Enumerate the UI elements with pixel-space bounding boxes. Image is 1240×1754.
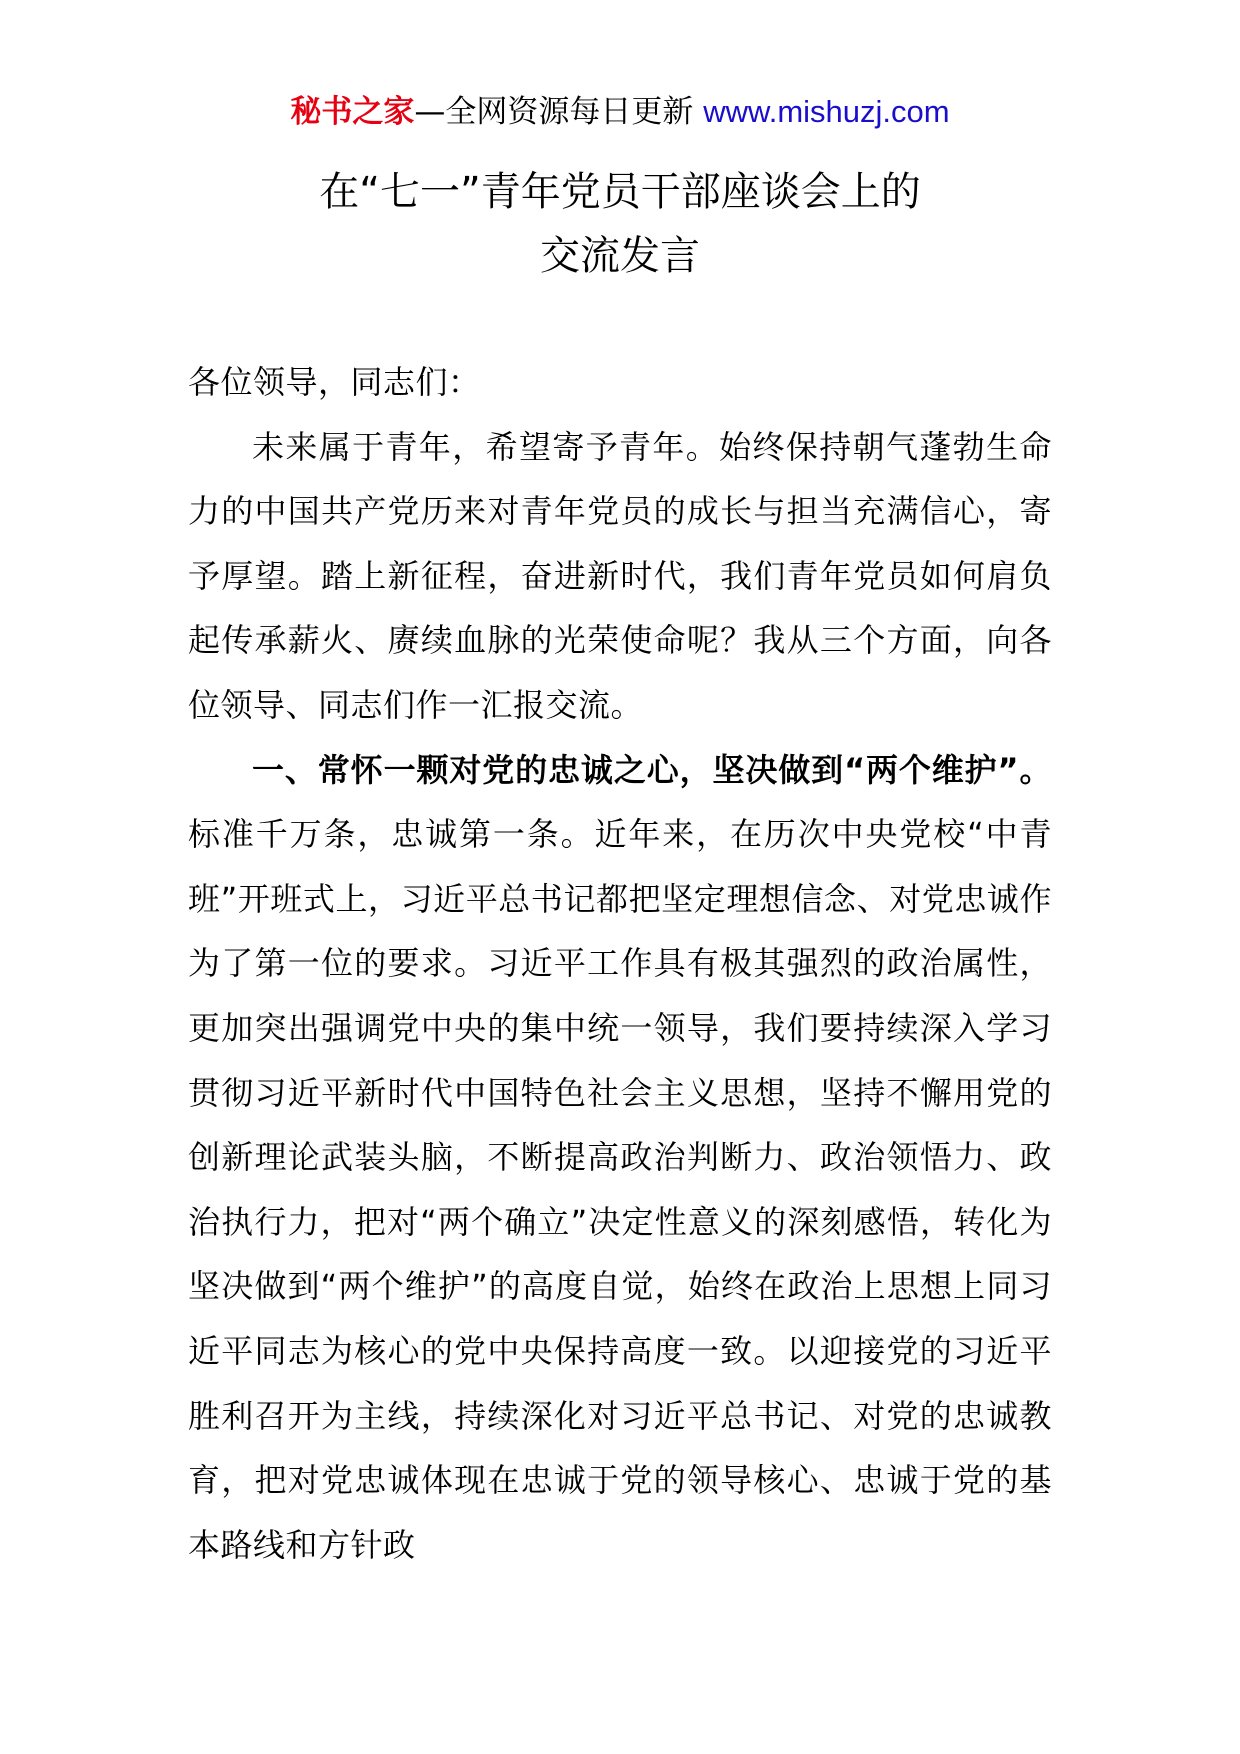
site-url-link[interactable]: www.mishuzj.com: [703, 94, 950, 129]
salutation: 各位领导，同志们：: [188, 363, 481, 401]
title-line-1: 在“七一”青年党员干部座谈会上的: [319, 169, 921, 215]
document-title: [0, 160, 1240, 288]
intro-paragraph: 未来属于青年，希望寄予青年。始终保持朝气蓬勃生命力的中国共产党历来对青年党员的成长与担当充满信心，寄予厚望。踏上新征程，奋进新时代，我们青年党员如何肩负起传承薪火、赓续血脉的光荣使命呢？我从三个方面，向各位领导、同志们作一汇报交流。: [188, 427, 1052, 724]
site-tagline: —全网资源每日更新: [414, 94, 704, 130]
document-body: [188, 350, 1052, 1577]
title-line-2: 交流发言: [540, 233, 700, 279]
site-brand: 秘书之家: [290, 94, 415, 130]
section-1-body: 标准千万条，忠诚第一条。近年来，在历次中央党校“中青班”开班式上，习近平总书记都把坚定理想信念、对党忠诚作为了第一位的要求。习近平工作具有极其强烈的政治属性，更加突出强调党中央的集中统一领导，我们要持续深入学习贯彻习近平新时代中国特色社会主义思想，坚持不懈用党的创新理论武装头脑，不断提高政治判断力、政治领悟力、政治执行力，把对“两个确立”决定性意义的深刻感悟，转化为坚决做到“两个维护”的高度自觉，始终在政治上思想上同习近平同志为核心的党中央保持高度一致。以迎接党的习近平胜利召开为主线，持续深化对习近平总书记、对党的忠诚教育，把对党忠诚体现在忠诚于党的领导核心、忠诚于党的基本路线和方针政: [188, 815, 1052, 1564]
section-1-heading: 一、常怀一颗对党的忠诚之心，坚决做到“两个维护”。: [252, 750, 1052, 789]
site-header: [0, 92, 1240, 132]
section-1-paragraph: [188, 738, 1052, 1578]
